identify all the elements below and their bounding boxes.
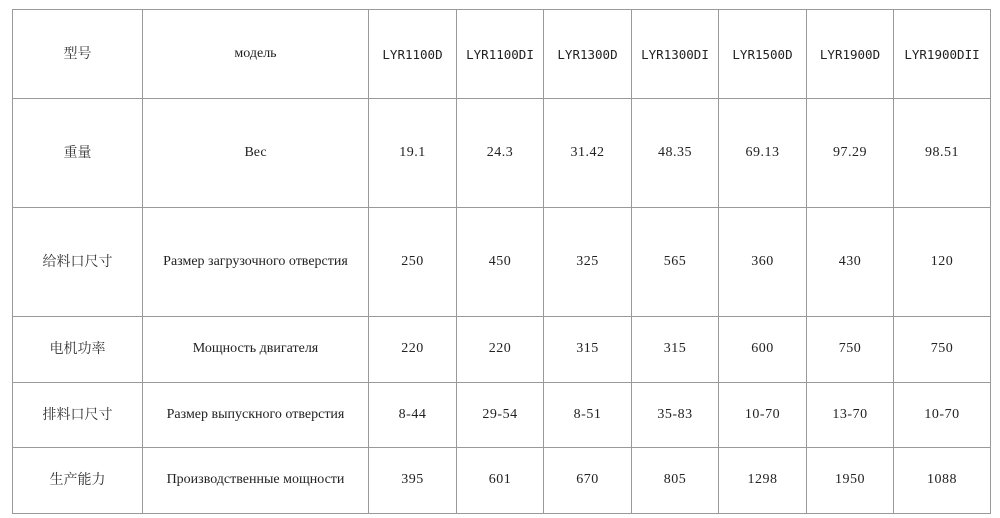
table-row-motor-power	[13, 317, 991, 383]
model-cell: LYR1500D	[719, 10, 807, 99]
value-cell: 31.42	[544, 99, 632, 208]
model-cell: LYR1100DI	[457, 10, 544, 99]
row-label-zh: 重量	[13, 99, 143, 208]
value-cell: 1950	[807, 448, 894, 514]
value-cell: 565	[632, 208, 719, 317]
value-cell: 805	[632, 448, 719, 514]
model-cell: LYR1300D	[544, 10, 632, 99]
value-cell: 98.51	[894, 99, 991, 208]
row-label-ru: Размер выпускного отверстия	[143, 383, 369, 448]
value-cell: 19.1	[369, 99, 457, 208]
row-label-ru: Производственные мощности	[143, 448, 369, 514]
value-cell: 325	[544, 208, 632, 317]
table-row-model	[13, 10, 991, 99]
model-cell: LYR1300DI	[632, 10, 719, 99]
value-cell: 430	[807, 208, 894, 317]
value-cell: 450	[457, 208, 544, 317]
table-row-discharge-opening	[13, 383, 991, 448]
value-cell: 220	[369, 317, 457, 383]
row-label-ru: Вес	[143, 99, 369, 208]
value-cell: 315	[544, 317, 632, 383]
value-cell: 24.3	[457, 99, 544, 208]
row-label-zh: 排料口尺寸	[13, 383, 143, 448]
row-label-zh: 给料口尺寸	[13, 208, 143, 317]
row-label-ru: модель	[143, 10, 369, 99]
value-cell: 220	[457, 317, 544, 383]
value-cell: 69.13	[719, 99, 807, 208]
value-cell: 8-51	[544, 383, 632, 448]
value-cell: 10-70	[719, 383, 807, 448]
value-cell: 8-44	[369, 383, 457, 448]
row-label-zh: 电机功率	[13, 317, 143, 383]
model-cell: LYR1900DII	[894, 10, 991, 99]
table-row-weight	[13, 99, 991, 208]
model-cell: LYR1900D	[807, 10, 894, 99]
table-row-feed-opening	[13, 208, 991, 317]
value-cell: 48.35	[632, 99, 719, 208]
row-label-zh: 生产能力	[13, 448, 143, 514]
value-cell: 395	[369, 448, 457, 514]
value-cell: 750	[894, 317, 991, 383]
value-cell: 750	[807, 317, 894, 383]
value-cell: 35-83	[632, 383, 719, 448]
value-cell: 13-70	[807, 383, 894, 448]
value-cell: 250	[369, 208, 457, 317]
value-cell: 10-70	[894, 383, 991, 448]
value-cell: 29-54	[457, 383, 544, 448]
value-cell: 360	[719, 208, 807, 317]
spec-table	[12, 9, 991, 514]
value-cell: 97.29	[807, 99, 894, 208]
value-cell: 1298	[719, 448, 807, 514]
value-cell: 1088	[894, 448, 991, 514]
value-cell: 120	[894, 208, 991, 317]
model-cell: LYR1100D	[369, 10, 457, 99]
row-label-ru: Размер загрузочного отверстия	[143, 208, 369, 317]
value-cell: 600	[719, 317, 807, 383]
value-cell: 601	[457, 448, 544, 514]
value-cell: 315	[632, 317, 719, 383]
table-row-capacity	[13, 448, 991, 514]
row-label-ru: Мощность двигателя	[143, 317, 369, 383]
value-cell: 670	[544, 448, 632, 514]
row-label-zh: 型号	[13, 10, 143, 99]
